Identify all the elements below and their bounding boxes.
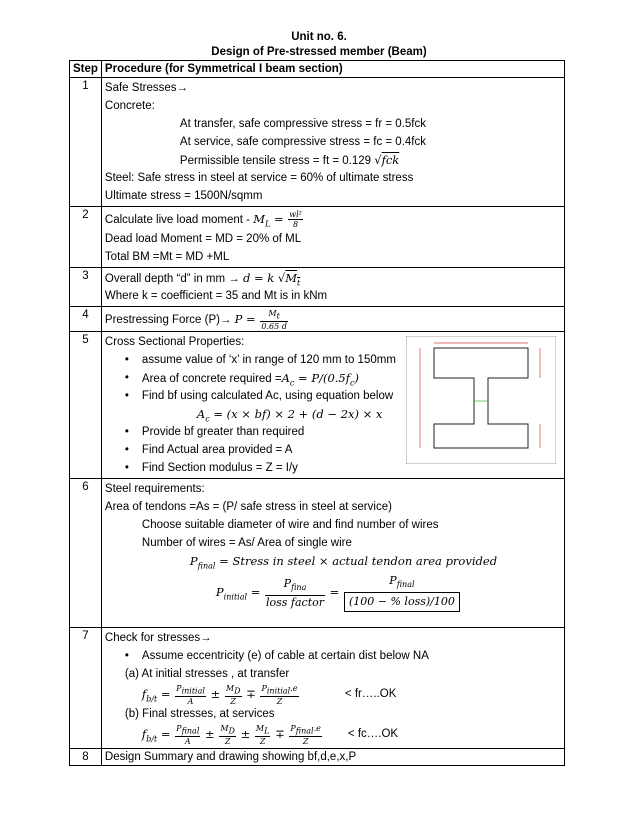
step-number: 5 [70, 332, 102, 479]
text-line: Calculate live load moment - $M_L$ = $\frac{\text{wl²}}{8}$ [104, 210, 302, 230]
equation: $P_{initial}$ = $\frac{P_{fina}}{\text{loss factor}}$ = $\frac{P_{final}}{\text{(100 − \% loss)/100}}$ [105, 574, 561, 612]
step-number: 1 [70, 78, 102, 207]
list-item: • Find bf using calculated Ac, using equation below [105, 387, 561, 405]
check-result: < fr…..OK [344, 688, 397, 700]
text-line: Number of wires = As/ Area of single wire [141, 537, 352, 549]
text-line: Cross Sectional Properties: [104, 336, 245, 348]
text-line: Steel: Safe stress in steel at service = 60% of ultimate stress [104, 172, 414, 184]
text-line: Check for stresses→ [104, 632, 212, 644]
table-row [70, 628, 565, 749]
text-line: Total BM =Mt = MD +ML [104, 251, 230, 263]
text-line: Where k = coefficient = 35 and Mt is in kNm [104, 290, 328, 302]
equation: $P_{final}$ = Stress in steel × actual tendon area provided [189, 554, 498, 571]
procedure-cell [101, 479, 564, 628]
list-item: • Area of concrete required $=A_c = P/(0.5f_c)$ [105, 369, 561, 387]
table-header-row [70, 61, 565, 78]
text-line: (b) Final stresses, at services [124, 708, 275, 720]
list-item: • Assume eccentricity (e) of cable at certain dist below NA [105, 647, 561, 665]
text-line: At transfer, safe compressive stress = fr = 0.5fck [179, 118, 426, 130]
check-result: < fc….OK [347, 728, 399, 740]
document-title: Design of Pre-stressed member (Beam) [211, 46, 427, 58]
text-line: (a) At initial stresses , at transfer [124, 668, 290, 680]
text-line: Dead load Moment = MD = 20% of ML [104, 233, 302, 245]
equation: $f_{b/t}$ = $\frac{P_{initial}}{A}$ ± $\frac{M_D}{Z}$ ∓ $\frac{P_{initial}.e}{Z}$ < fr…..OK [141, 684, 397, 706]
text-line: Safe Stresses→ [104, 82, 189, 94]
list-item: • assume value of ‘x’ in range of 120 mm to 150mm [105, 351, 561, 369]
procedure-cell [101, 749, 564, 766]
procedure-cell [101, 628, 564, 749]
table-row [70, 307, 565, 332]
table-row [70, 207, 565, 268]
table-row [70, 268, 565, 307]
text-fragment: Permissible tensile stress = ft = 0.129 [179, 155, 372, 167]
procedure-table [69, 60, 565, 766]
text-line: Prestressing Force (P)→ P = $\frac{M_t}{0.65 d}$ [104, 309, 287, 331]
step-number: 7 [70, 628, 102, 749]
procedure-cell [101, 78, 564, 207]
text-line: Choose suitable diameter of wire and find number of wires [141, 519, 439, 531]
procedure-cell [101, 307, 564, 332]
text-line [105, 151, 561, 169]
column-header-procedure: Procedure (for Symmetrical I beam section) [101, 61, 564, 78]
step-number: 3 [70, 268, 102, 307]
procedure-cell [101, 332, 564, 479]
step-number: 8 [70, 749, 102, 766]
column-header-step: Step [70, 61, 102, 78]
table-row [70, 78, 565, 207]
text-line: Ultimate stress = 1500N/sqmm [104, 190, 263, 202]
list-item: • Find Actual area provided = A [105, 441, 561, 459]
procedure-cell [101, 207, 564, 268]
table-row [70, 749, 565, 766]
step-number: 2 [70, 207, 102, 268]
sqrt-expression: √fck [374, 153, 400, 167]
text-line: At service, safe compressive stress = fc = 0.4fck [179, 136, 426, 148]
text-line: Concrete: [104, 100, 155, 112]
equation: $f_{b/t}$ = $\frac{P_{final}}{A}$ ± $\frac{M_D}{Z}$ ± $\frac{M_L}{Z}$ ∓ $\frac{P_{final}.e}{Z}$ < fc….OK [141, 724, 399, 746]
list-item: • Provide bf greater than required [105, 423, 561, 441]
step-number: 6 [70, 479, 102, 628]
text-line: Area of tendons =As = (P/ safe stress in steel at service) [104, 501, 392, 513]
text-line: Design Summary and drawing showing bf,d,e,x,P [104, 751, 357, 763]
table-row [70, 479, 565, 628]
text-line: Steel requirements: [104, 483, 205, 495]
unit-heading: Unit no. 6. [291, 31, 347, 43]
i-beam-section-icon [406, 336, 556, 464]
procedure-cell [101, 268, 564, 307]
step-number: 4 [70, 307, 102, 332]
equation: $A_c = (x \times bf) \times 2 + (d - 2x) \times x$ [196, 407, 383, 424]
list-item: • Find Section modulus = Z = I/y [105, 459, 561, 477]
table-row [70, 332, 565, 479]
text-line: Overall depth “d” in mm → d = k $√M_t$ [104, 271, 301, 288]
